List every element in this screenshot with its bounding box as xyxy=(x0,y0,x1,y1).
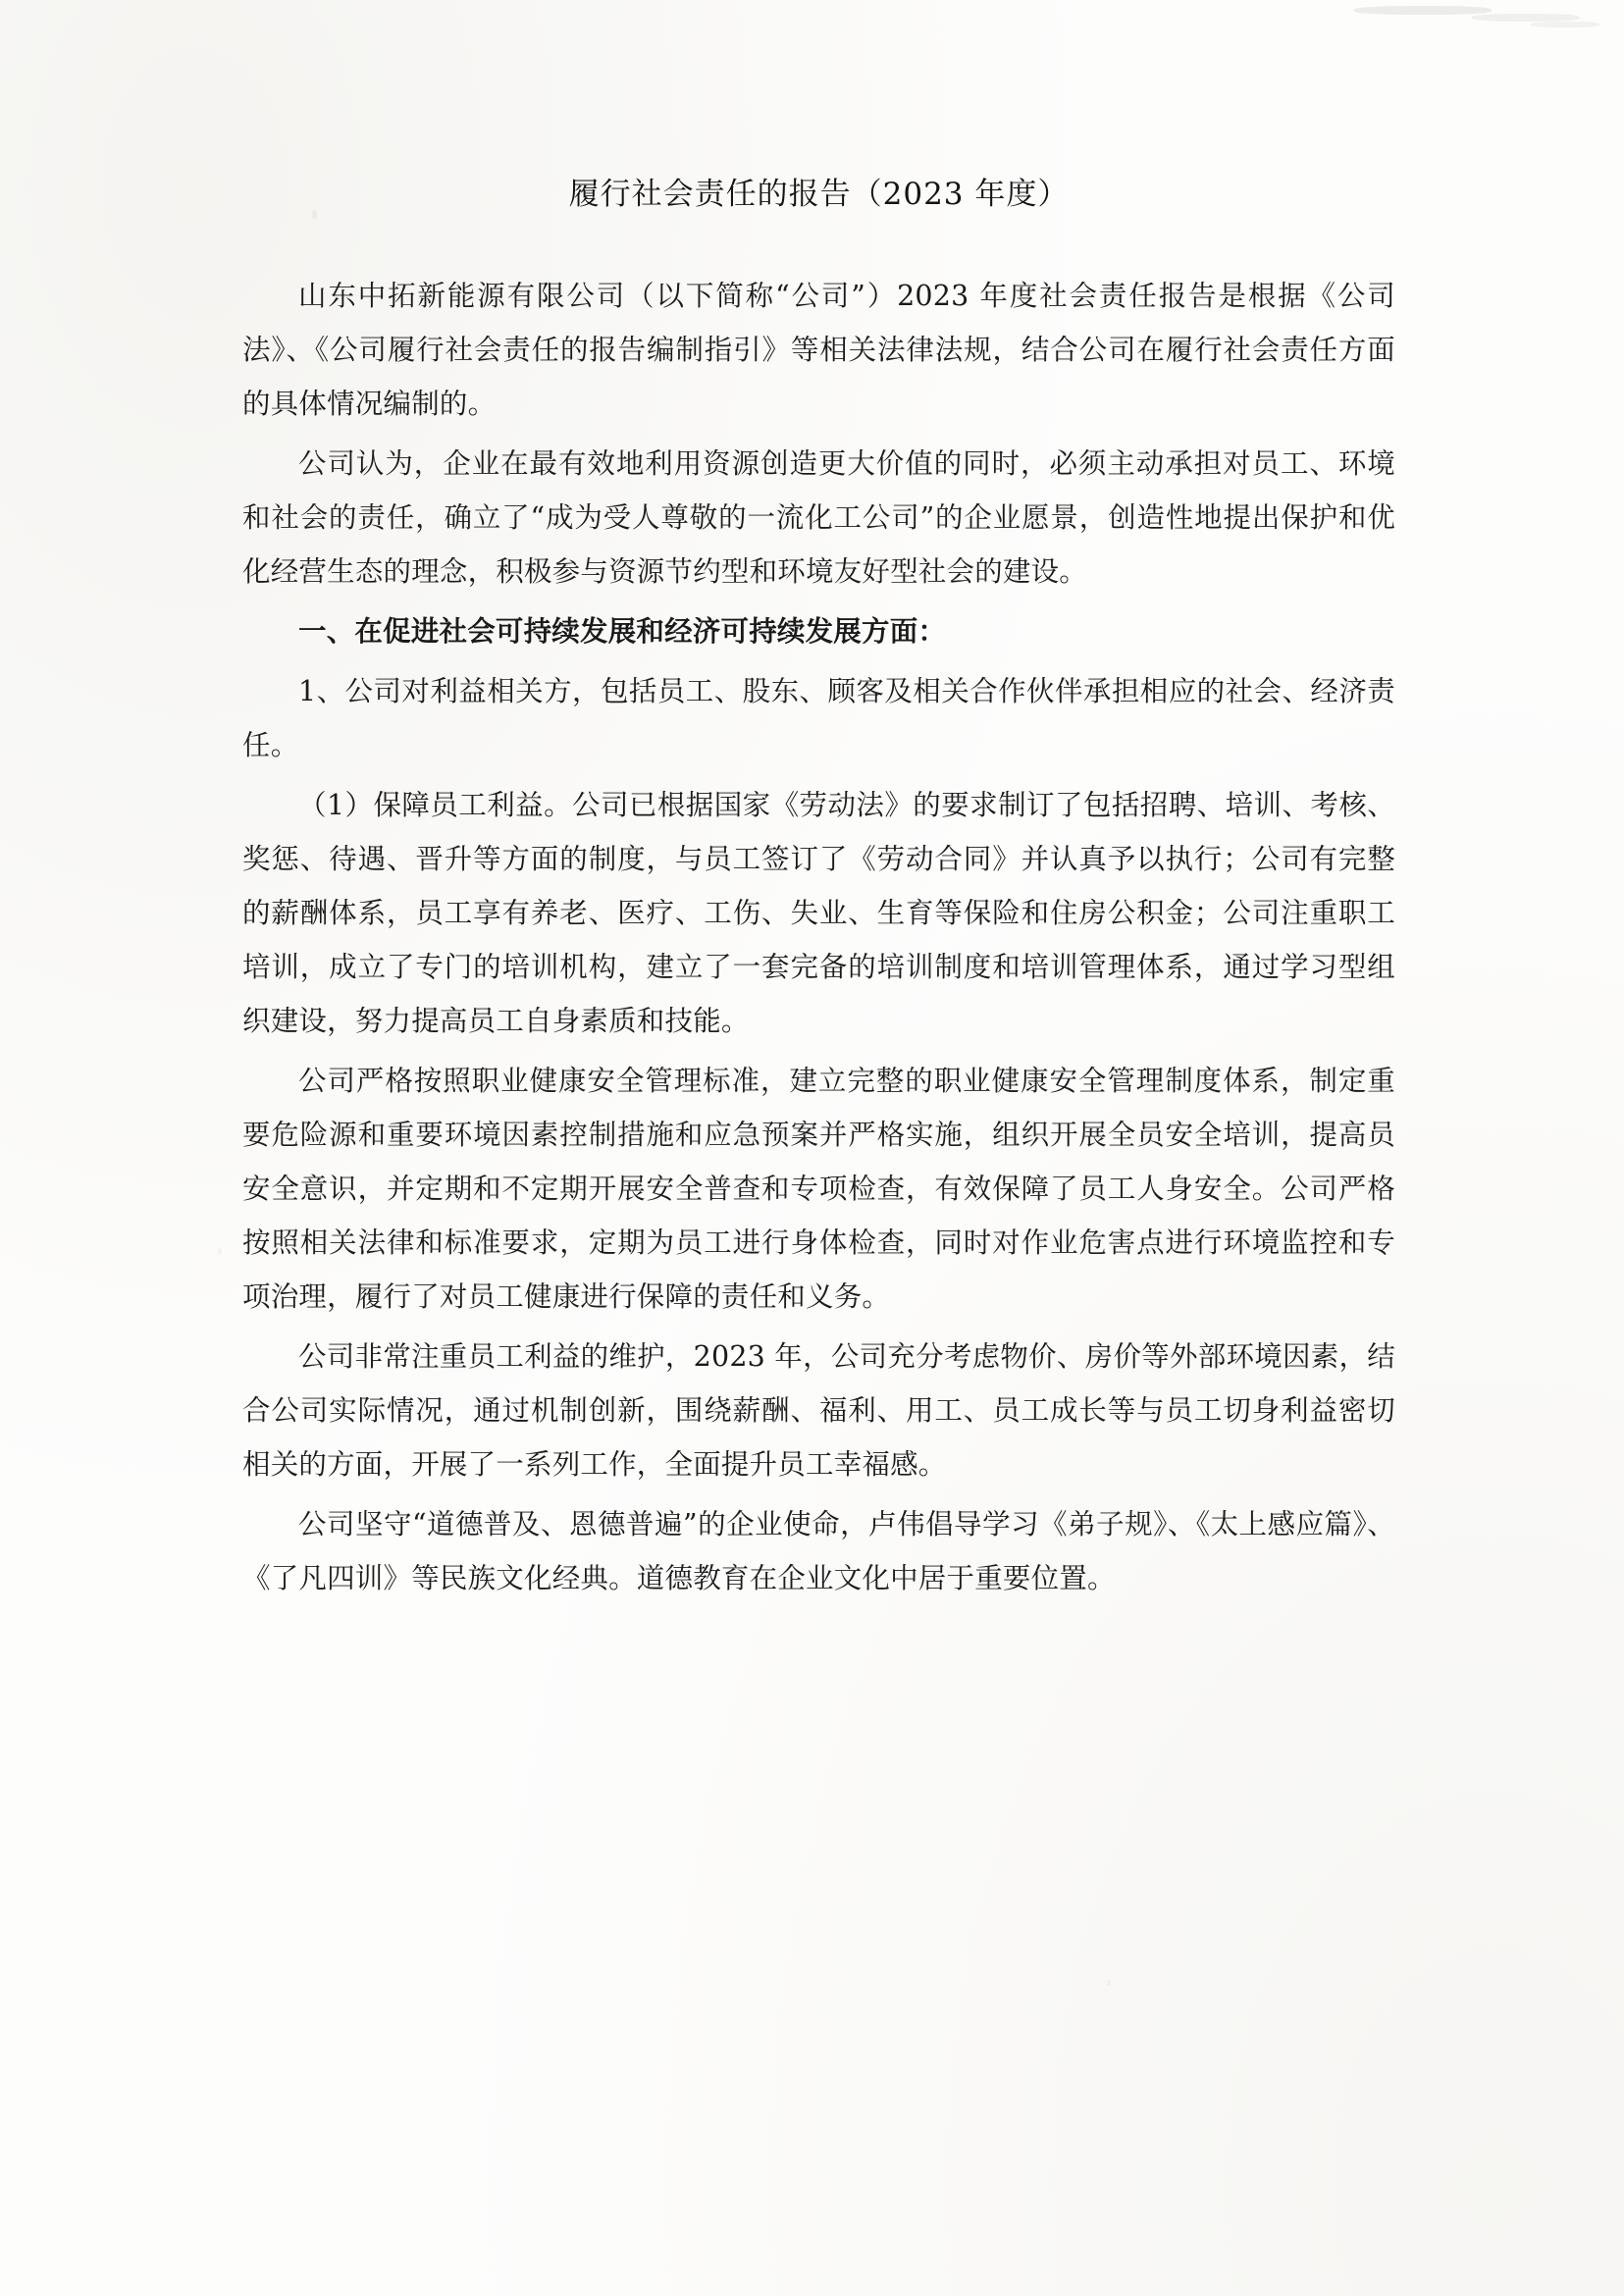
scan-speck xyxy=(1107,1980,1111,1986)
scan-artifact xyxy=(1354,6,1492,15)
scan-artifact xyxy=(1531,22,1599,27)
scan-artifact xyxy=(1472,14,1580,22)
section-heading-1: 一、在促进社会可持续发展和经济可持续发展方面： xyxy=(298,613,947,648)
page-title: 履行社会责任的报告（2023 年度） xyxy=(568,177,1070,212)
paragraph-culture: 公司坚守“道德普及、恩德普遍”的企业使命，卢伟倡导学习《弟子规》、《太上感应篇》、《了凡四训》等民族文化经典。道德教育在企业文化中居于重要位置。 xyxy=(242,1507,1395,1594)
paragraph-safety: 公司严格按照职业健康安全管理标准，建立完整的职业健康安全管理制度体系，制定重要危险源和重要环境因素控制措施和应急预案并严格实施，组织开展全员安全培训，提高员安全意识，并定期和不定期开展安全普查和专项检查，有效保障了员工人身安全。公司严格按照相关法律和标准要求，定期为员工进行身体检查，同时对作业危害点进行环境监控和专项治理，履行了对员工健康进行保障的责任和义务。 xyxy=(242,1064,1395,1313)
paragraph-intro-1: 山东中拓新能源有限公司（以下简称“公司”）2023 年度社会责任报告是根据《公司法》、《公司履行社会责任的报告编制指引》等相关法律法规，结合公司在履行社会责任方面的具体情况编制的。 xyxy=(242,279,1395,420)
paragraph-item-1: 1、公司对利益相关方，包括员工、股东、顾客及相关合作伙伴承担相应的社会、经济责任。 xyxy=(242,674,1395,761)
paragraph-intro-2: 公司认为，企业在最有效地利用资源创造更大价值的同时，必须主动承担对员工、环境和社会的责任，确立了“成为受人尊敬的一流化工公司”的企业愿景，创造性地提出保护和优化经营生态的理念，积极参与资源节约型和环境友好型社会的建设。 xyxy=(242,446,1395,588)
paragraph-welfare: 公司非常注重员工利益的维护，2023 年，公司充分考虑物价、房价等外部环境因素，结合公司实际情况，通过机制创新，围绕薪酬、福利、用工、员工成长等与员工切身利益密切相关的方面，开展了一系列工作，全面提升员工幸福感。 xyxy=(242,1339,1395,1481)
scan-speck xyxy=(218,1248,222,1255)
paragraph-item-1-1: （1）保障员工利益。公司已根据国家《劳动法》的要求制订了包括招聘、培训、考核、奖惩、待遇、晋升等方面的制度，与员工签订了《劳动合同》并认真予以执行；公司有完整的薪酬体系，员工享有养老、医疗、工伤、失业、生育等保险和住房公积金；公司注重职工培训，成立了专门的培训机构，建立了一套完备的培训制度和培训管理体系，通过学习型组织建设，努力提高员工自身素质和技能。 xyxy=(242,788,1395,1037)
document-body xyxy=(242,172,1395,1611)
